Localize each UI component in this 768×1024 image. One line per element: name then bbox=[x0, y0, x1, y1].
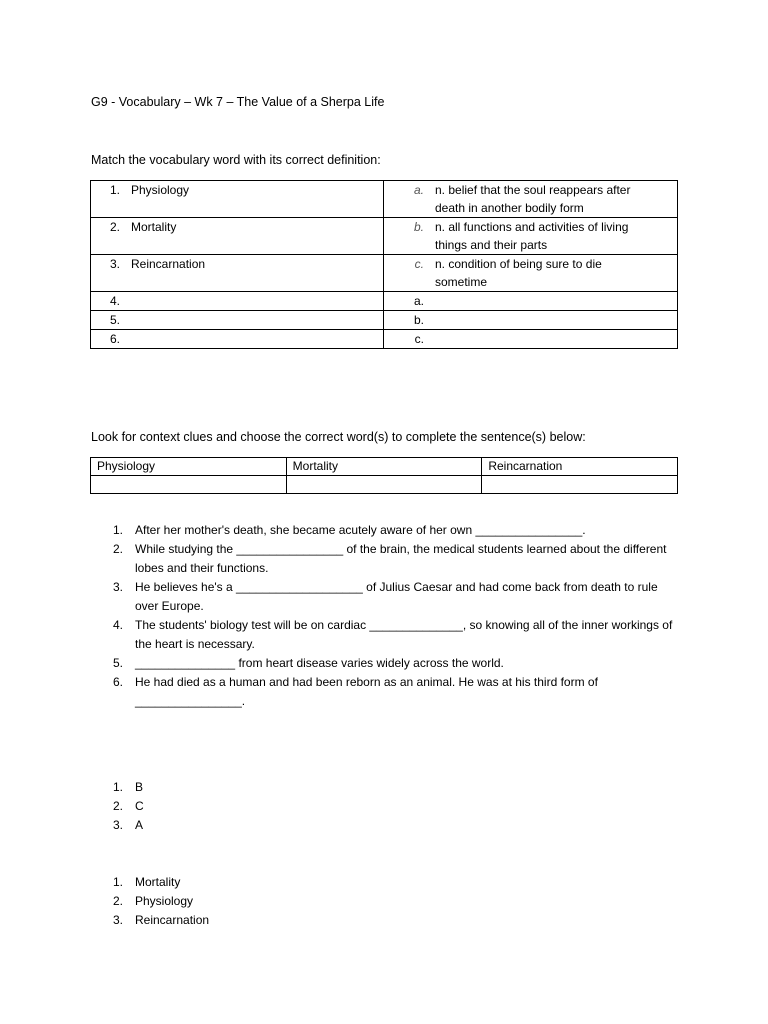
sentence-text: He believes he's a ___________________ of Julius Caesar and had come back from death to rule over Europe. bbox=[135, 580, 658, 613]
row-number: 1. bbox=[109, 183, 120, 197]
list-item bbox=[90, 778, 390, 797]
table-row bbox=[91, 218, 678, 255]
word-bank-table bbox=[90, 457, 678, 494]
item-number: 2. bbox=[112, 799, 123, 813]
list-item bbox=[90, 673, 680, 711]
list-item bbox=[90, 521, 680, 540]
list-item bbox=[90, 911, 390, 930]
list-item bbox=[90, 797, 390, 816]
item-number: 1. bbox=[112, 523, 123, 537]
list-item bbox=[90, 816, 390, 835]
item-number: 2. bbox=[112, 542, 123, 556]
match-table bbox=[90, 180, 678, 349]
sentence-text: He had died as a human and had been reborn as an animal. He was at his third form of ________________. bbox=[135, 675, 598, 708]
word-bank-cell: Physiology bbox=[91, 458, 287, 476]
item-number: 3. bbox=[112, 818, 123, 832]
definition-letter: b. bbox=[413, 313, 424, 327]
item-number: 2. bbox=[112, 894, 123, 908]
list-item bbox=[90, 873, 390, 892]
page-title: G9 - Vocabulary – Wk 7 – The Value of a Sherpa Life bbox=[91, 95, 385, 109]
sentence-text: The students' biology test will be on cardiac ______________, so knowing all of the inner workings of the heart is necessary. bbox=[135, 618, 673, 651]
definition-letter: c. bbox=[414, 332, 424, 346]
word-bank-cell: Mortality bbox=[286, 458, 482, 476]
answer-text: Physiology bbox=[135, 894, 194, 908]
row-number: 2. bbox=[109, 220, 120, 234]
empty-cell bbox=[91, 476, 287, 494]
list-item bbox=[90, 616, 680, 654]
word-bank-header-row bbox=[91, 458, 678, 476]
item-number: 3. bbox=[112, 580, 123, 594]
item-number: 3. bbox=[112, 913, 123, 927]
word-bank-empty-row bbox=[91, 476, 678, 494]
definition-text: n. belief that the soul reappears after death in another bodily form bbox=[435, 183, 631, 215]
row-number: 3. bbox=[109, 257, 120, 271]
item-number: 4. bbox=[112, 618, 123, 632]
item-number: 6. bbox=[112, 675, 123, 689]
answer-text: Mortality bbox=[135, 875, 181, 889]
sentence-text: While studying the ________________ of the brain, the medical students learned about the different lobes and their functions. bbox=[135, 542, 667, 575]
context-instruction: Look for context clues and choose the correct word(s) to complete the sentence(s) below: bbox=[91, 430, 586, 444]
row-number: 4. bbox=[109, 294, 120, 308]
match-instruction: Match the vocabulary word with its correct definition: bbox=[91, 153, 381, 167]
answer-list-match bbox=[90, 778, 390, 835]
table-row bbox=[91, 330, 678, 349]
answer-list-sentences bbox=[90, 873, 390, 930]
table-row bbox=[91, 181, 678, 218]
list-item bbox=[90, 578, 680, 616]
row-number: 5. bbox=[109, 313, 120, 327]
word-bank-cell: Reincarnation bbox=[482, 458, 678, 476]
sentence-text: After her mother's death, she became acutely aware of her own ________________. bbox=[135, 523, 586, 537]
definition-letter: c. bbox=[414, 257, 424, 271]
table-row bbox=[91, 255, 678, 292]
list-item bbox=[90, 654, 680, 673]
definition-letter: b. bbox=[413, 220, 424, 234]
row-number: 6. bbox=[109, 332, 120, 346]
definition-letter: a. bbox=[413, 294, 424, 308]
empty-cell bbox=[286, 476, 482, 494]
answer-text: A bbox=[135, 818, 144, 832]
empty-cell bbox=[482, 476, 678, 494]
list-item bbox=[90, 540, 680, 578]
table-row bbox=[91, 292, 678, 311]
definition-text: n. all functions and activities of living things and their parts bbox=[435, 220, 629, 252]
definition-text: n. condition of being sure to die sometime bbox=[435, 257, 602, 289]
table-row bbox=[91, 311, 678, 330]
item-number: 1. bbox=[112, 780, 123, 794]
item-number: 5. bbox=[112, 656, 123, 670]
sentence-list bbox=[90, 521, 680, 711]
list-item bbox=[90, 892, 390, 911]
item-number: 1. bbox=[112, 875, 123, 889]
vocab-word: Mortality bbox=[131, 220, 177, 234]
definition-letter: a. bbox=[413, 183, 424, 197]
vocab-word: Physiology bbox=[131, 183, 190, 197]
vocab-word: Reincarnation bbox=[131, 257, 206, 271]
answer-text: Reincarnation bbox=[135, 913, 210, 927]
sentence-text: _______________ from heart disease varies widely across the world. bbox=[135, 656, 504, 670]
answer-text: C bbox=[135, 799, 144, 813]
answer-text: B bbox=[135, 780, 144, 794]
